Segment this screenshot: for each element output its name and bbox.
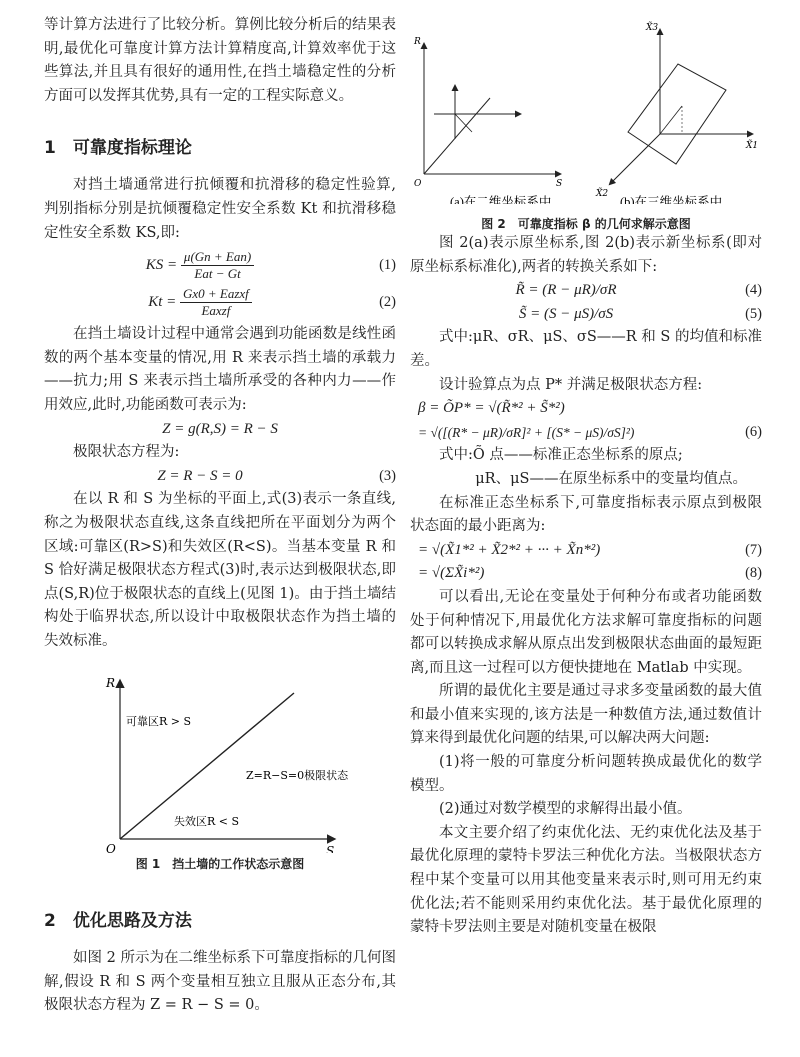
fig1-s-label: S xyxy=(326,844,335,854)
eq6-number: (6) xyxy=(745,423,762,440)
eq5-number: (5) xyxy=(745,305,762,322)
section-2-heading: 2 优化思路及方法 xyxy=(44,911,192,932)
list-item-1: (1)将一般的可靠度分析问题转换成最优化的数学模型。 xyxy=(410,754,762,794)
fig2b-x1-label: X̃1 xyxy=(746,141,759,151)
eq2-numerator: Gx0 + Eazxf xyxy=(180,286,252,303)
eq2-denominator: Eaxzf xyxy=(201,303,231,319)
fig2a-r-label: R xyxy=(414,37,421,47)
figure-1-caption: 图 1 挡土墙的工作状态示意图 xyxy=(135,857,305,872)
eq1-fraction xyxy=(181,249,254,282)
fig1-origin-label: O xyxy=(106,842,116,854)
paragraph-stability: 对挡土墙通常进行抗倾覆和抗滑移的稳定性验算,判别指标分别是抗倾覆稳定性安全系数 Kt 和抗滑移稳定性安全系数 KS,即: xyxy=(44,177,396,241)
equation-3 xyxy=(44,465,396,489)
eq-g-body: Z = g(R,S) = R − S xyxy=(162,420,278,437)
fig2b-subcaption: (b)在三维坐标系中 xyxy=(620,195,723,204)
where-mean-points: μR、μS——在原坐标系中的变量均值点。 xyxy=(475,470,747,487)
left-column xyxy=(44,14,396,1018)
eq4-body: R̃ = (R − μR)/σR xyxy=(515,282,617,299)
eq8-body: = √(ΣX̃i*²) xyxy=(418,565,485,582)
eq6a-body: β = ÕP* = √(R̃*² + S̃*²) xyxy=(418,400,565,417)
figure-2-diagram xyxy=(410,14,762,204)
paragraph-min-distance: 在标准正态坐标系下,可靠度指标表示原点到极限状态面的最小距离为: xyxy=(410,494,762,535)
fig2b-x2-axis xyxy=(610,134,660,184)
fig2a-origin-label: O xyxy=(414,179,422,189)
fig2a-s-label: S xyxy=(556,179,563,189)
eq5-body: S̃ = (S − μS)/σS xyxy=(518,305,614,322)
eq4-number: (4) xyxy=(745,282,762,299)
paragraph-limit-line: 在以 R 和 S 为坐标的平面上,式(3)表示一条直线,称之为极限状态直线,这条直线把所在平面划分为两个区域:可靠区(R>S)和失效区(R<S)。当基本变量 R 和 S 恰好满足极限状态方程式(3)时,表示达到极限状态,即点(S,R)位于极限状态的直线上(见图 1)。由于挡土墙结构处于临界状态,所以设计中取极限状态作为挡土墙的失效标准。 xyxy=(44,491,396,649)
list-item-2: (2)通过对数学模型的求解得出最小值。 xyxy=(439,801,692,818)
eq2-lhs: Kt = xyxy=(148,294,177,311)
eq1-lhs: KS = xyxy=(145,257,178,274)
fig2b-limit-plane xyxy=(628,64,726,164)
fig2b-x2-label: X̃2 xyxy=(596,189,609,199)
fig2a-beta-line xyxy=(455,114,472,132)
fig1-line-label: Z=R−S=0极限状态 xyxy=(246,769,349,783)
eq7-body: = √(X̃1*² + X̃2*² + ··· + X̃n*²) xyxy=(418,541,601,558)
eq1-number: (1) xyxy=(379,256,396,273)
figure-1-diagram xyxy=(44,663,396,853)
section-1-heading: 1 可靠度指标理论 xyxy=(44,138,192,159)
fig1-r-label: R xyxy=(106,676,116,691)
eq7-number: (7) xyxy=(745,541,762,558)
figure-2 xyxy=(410,14,762,231)
paragraph-optimization-conversion: 可以看出,无论在变量处于何种分布或者功能函数处于何种情况下,用最优化方法求解可靠度指标的问题都可以转换成求解从原点出发到极限状态曲面的最短距离,而且这一过程可以方便快捷地在 Matlab 中实现。 xyxy=(410,588,762,676)
eq2-fraction xyxy=(180,286,252,319)
equation-5 xyxy=(410,303,762,327)
eq3-body: Z = R − S = 0 xyxy=(157,467,243,484)
equation-2 xyxy=(44,286,396,319)
where-origin: 式中:Õ 点——标准正态坐标系的原点; xyxy=(439,447,683,464)
eq6b-body: = √([(R* − μR)/σR]² + [(S* − μS)/σS]²) xyxy=(418,424,635,440)
where-mean-std: 式中:μR、σR、μS、σS——R 和 S 的均值和标准差。 xyxy=(410,329,762,369)
eq3-number: (3) xyxy=(379,467,396,484)
equation-8 xyxy=(410,562,762,586)
equation-4 xyxy=(410,279,762,303)
fig1-fail-region: 失效区R < S xyxy=(174,815,240,829)
paragraph-transform: 图 2(a)表示原坐标系,图 2(b)表示新坐标系(即对原坐标系标准化),两者的转换关系如下: xyxy=(410,235,762,275)
equation-6b xyxy=(410,421,762,445)
eq8-number: (8) xyxy=(745,565,762,582)
fig2b-plot xyxy=(595,21,758,199)
limit-state-label: 极限状态方程为: xyxy=(73,444,180,461)
fig2a-limit-line xyxy=(424,98,490,174)
fig2a-plot xyxy=(413,37,562,189)
figure-2-caption: 图 2 可靠度指标 β 的几何求解示意图 xyxy=(481,216,691,231)
paragraph-function: 在挡土墙设计过程中通常会遇到功能函数是线性函数的两个基本变量的情况,用 R 来表示挡土墙的承载力——抗力;用 S 来表示挡土墙所承受的各种内力——作用效应,此时,功能函数可表示为: xyxy=(44,326,396,413)
equation-6a xyxy=(410,397,762,421)
paragraph-optimization-definition: 所谓的最优化主要是通过寻求多变量函数的最大值和最小值来实现的,该方法是一种数值方法,通过数值计算来得到最优化问题的结果,可以解决两大问题: xyxy=(410,683,762,747)
fig1-safe-region: 可靠区R > S xyxy=(126,715,192,729)
fig2b-x3-label: X̃3 xyxy=(646,23,659,33)
fig2a-subcaption: (a)在二维坐标系中 xyxy=(450,195,552,204)
fig2b-beta-line xyxy=(660,106,682,134)
eq1-denominator: Eat − Gt xyxy=(194,266,241,282)
equation-1 xyxy=(44,249,396,282)
paragraph-design-point: 设计验算点为点 P* 并满足极限状态方程: xyxy=(439,376,703,393)
figure-1 xyxy=(44,663,396,853)
eq1-numerator: μ(Gn + Ean) xyxy=(181,249,254,266)
right-column xyxy=(410,14,762,940)
equation-7 xyxy=(410,539,762,563)
intro-paragraph: 等计算方法进行了比较分析。算例比较分析后的结果表明,最优化可靠度计算方法计算精度高,计算效率优于这些算法,并且具有很好的通用性,在挡土墙稳定性的分析方面可以发挥其优势,具有一定的工程实际意义。 xyxy=(44,17,396,104)
paragraph-figure2-intro: 如图 2 所示为在二维坐标系下可靠度指标的几何图解,假设 R 和 S 两个变量相互独立且服从正态分布,其极限状态方程为 Z = R − S = 0。 xyxy=(44,950,396,1014)
paragraph-methods: 本文主要介绍了约束优化法、无约束优化法及基于最优化原理的蒙特卡罗法三种优化方法。当极限状态方程中某个变量可以用其他变量来表示时,则可用无约束优化法;若不能则采用约束优化法。基于最优化原理的蒙特卡罗法则主要是对随机变量在极限 xyxy=(410,824,762,936)
eq2-number: (2) xyxy=(379,293,396,310)
equation-g xyxy=(44,418,396,442)
